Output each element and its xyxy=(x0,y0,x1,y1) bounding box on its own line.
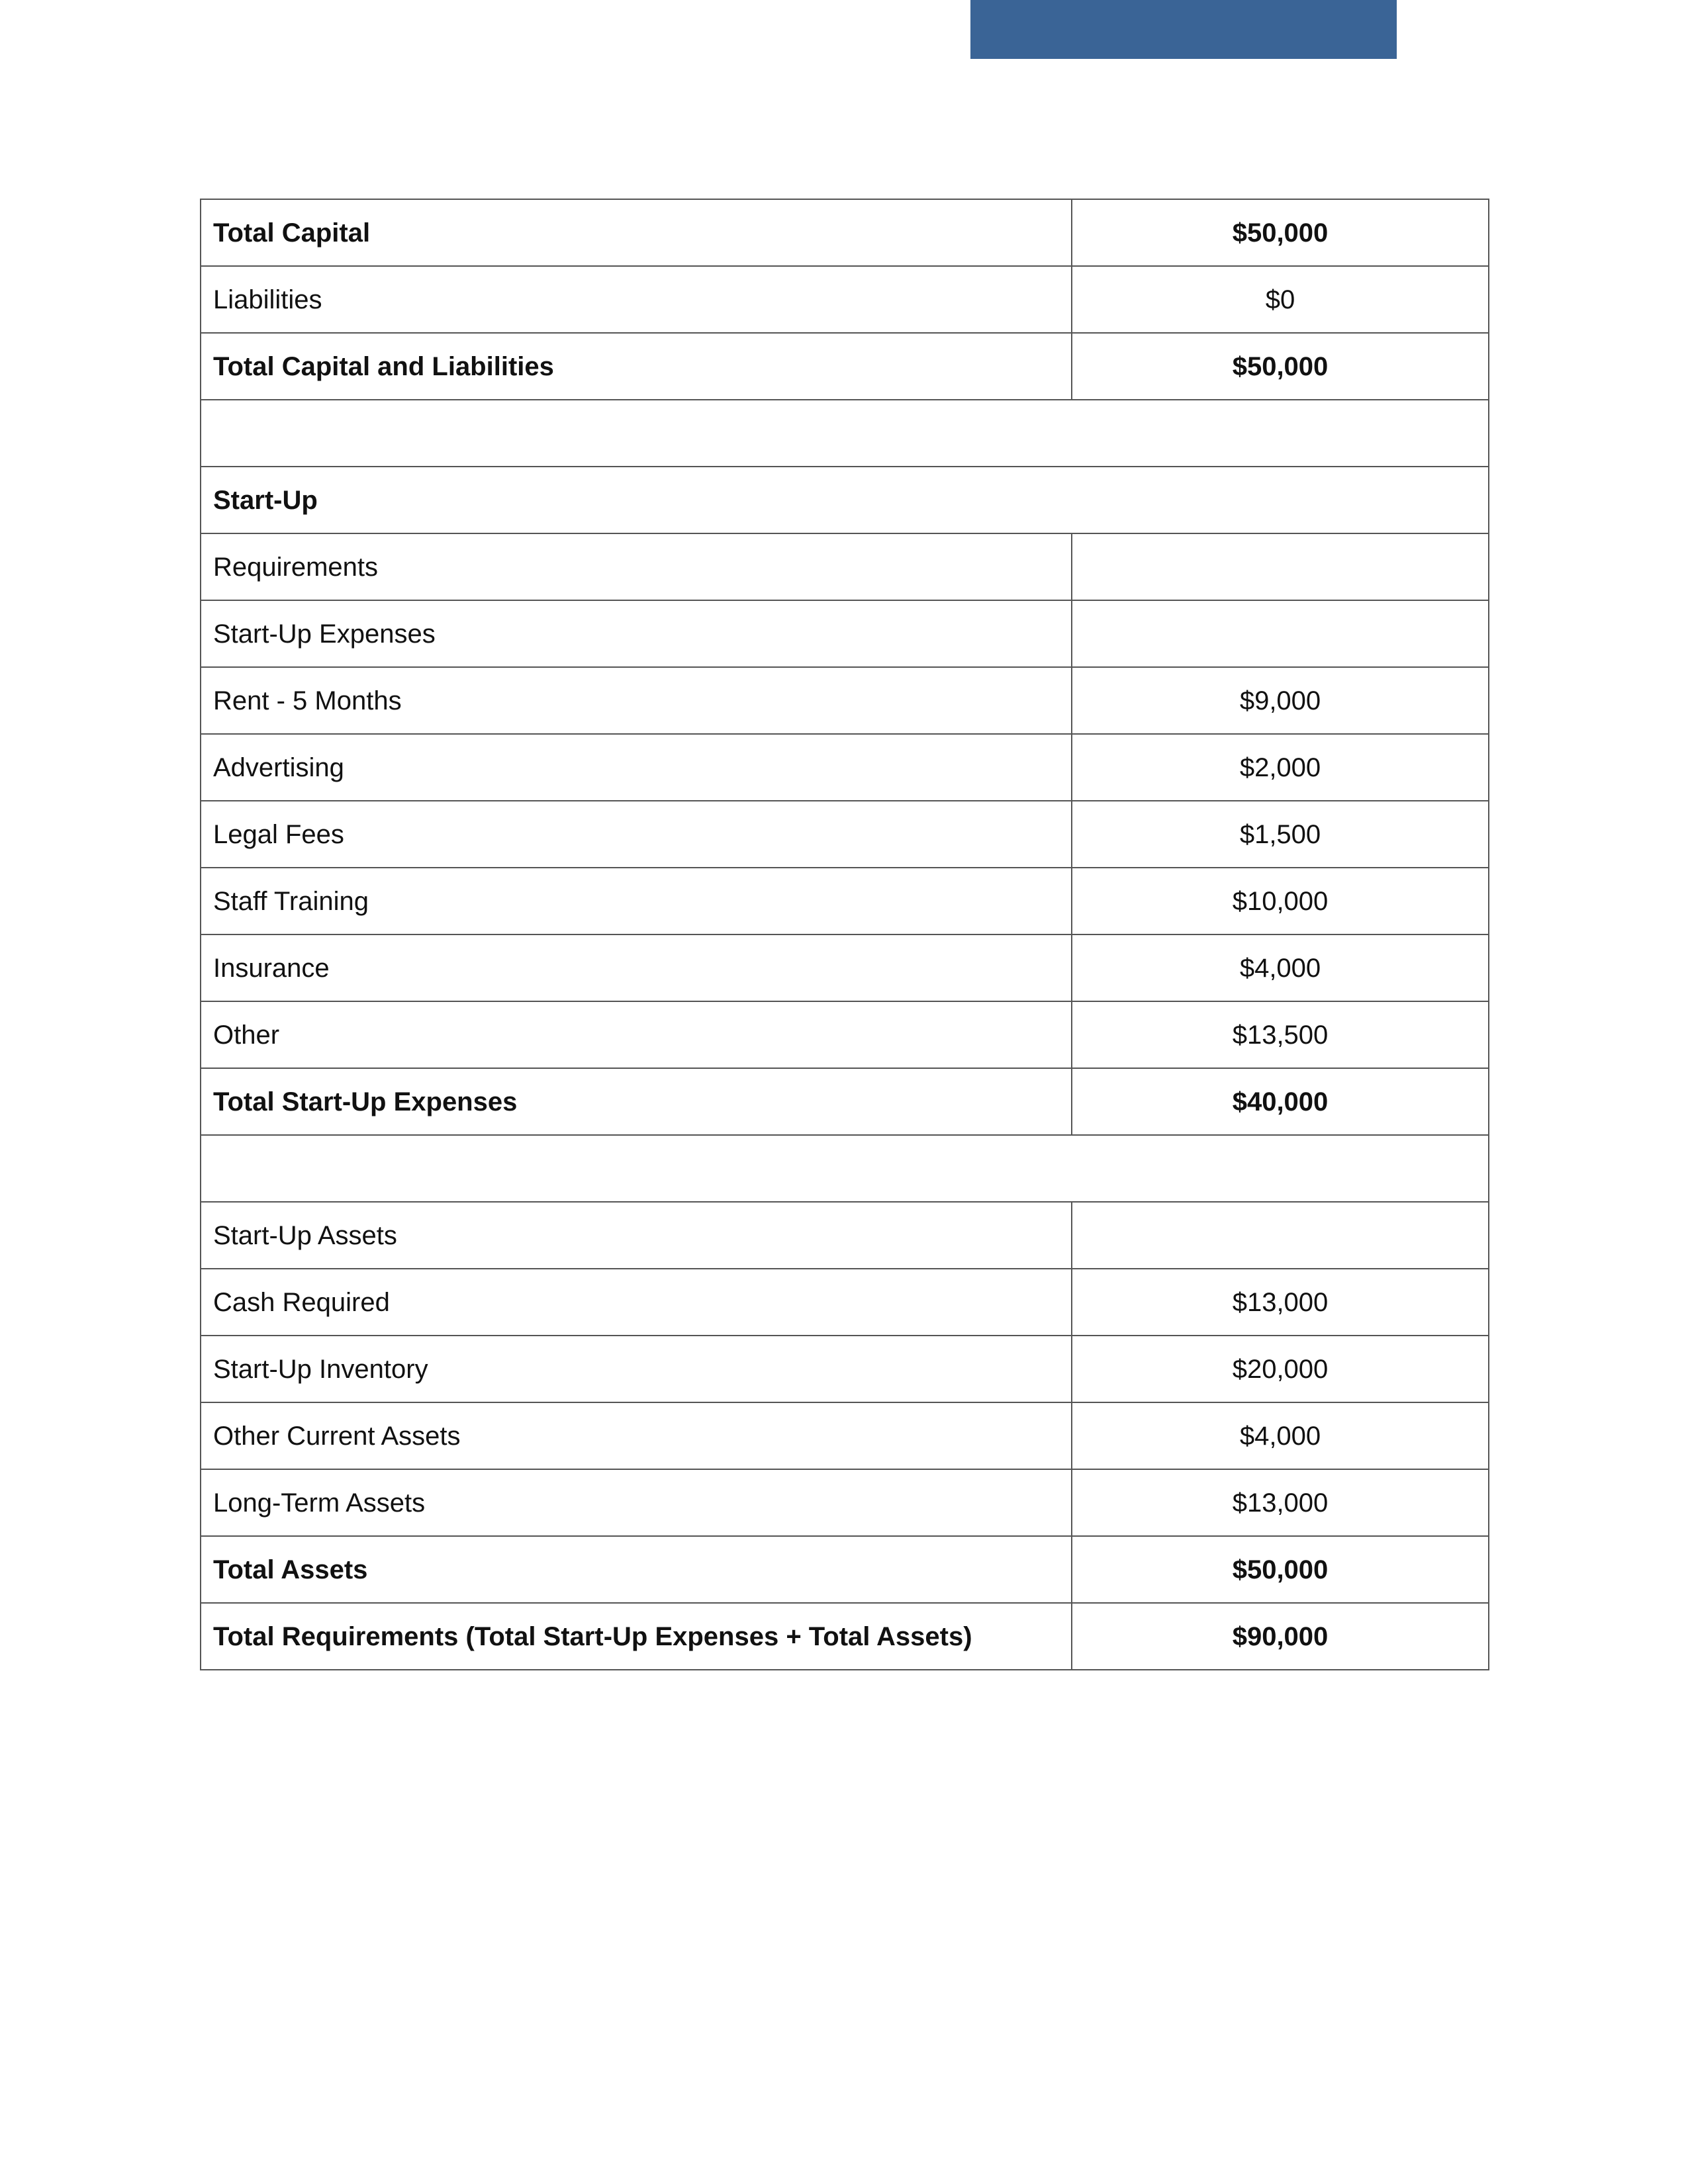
table-row xyxy=(201,1336,1489,1402)
row-value: $4,000 xyxy=(1072,1402,1489,1469)
row-label: Other xyxy=(201,1001,1072,1068)
table-body xyxy=(201,199,1489,1670)
table-row xyxy=(201,533,1489,600)
table-row xyxy=(201,266,1489,333)
row-value: $13,000 xyxy=(1072,1469,1489,1536)
row-label: Start-Up Inventory xyxy=(201,1336,1072,1402)
table-row xyxy=(201,1402,1489,1469)
table-row xyxy=(201,1469,1489,1536)
startup-financials-table xyxy=(200,199,1489,1670)
table-row xyxy=(201,467,1489,533)
table-row xyxy=(201,1068,1489,1135)
row-value: $0 xyxy=(1072,266,1489,333)
spacer-cell xyxy=(201,1135,1489,1202)
row-value: $90,000 xyxy=(1072,1603,1489,1670)
row-label: Total Assets xyxy=(201,1536,1072,1603)
table-row xyxy=(201,1603,1489,1670)
spacer-cell xyxy=(201,400,1489,467)
row-value: $13,500 xyxy=(1072,1001,1489,1068)
table-row xyxy=(201,199,1489,266)
row-value: $20,000 xyxy=(1072,1336,1489,1402)
row-label: Advertising xyxy=(201,734,1072,801)
row-label: Other Current Assets xyxy=(201,1402,1072,1469)
row-label: Start-Up Expenses xyxy=(201,600,1072,667)
table-row xyxy=(201,1135,1489,1202)
row-label: Legal Fees xyxy=(201,801,1072,868)
row-label: Total Requirements (Total Start-Up Expenses + Total Assets) xyxy=(201,1603,1072,1670)
row-label: Start-Up Assets xyxy=(201,1202,1072,1269)
row-label: Total Capital xyxy=(201,199,1072,266)
header-accent-bar xyxy=(970,0,1397,59)
row-value: $50,000 xyxy=(1072,1536,1489,1603)
table-row xyxy=(201,934,1489,1001)
row-value: $9,000 xyxy=(1072,667,1489,734)
row-value: $4,000 xyxy=(1072,934,1489,1001)
row-label: Requirements xyxy=(201,533,1072,600)
table-row xyxy=(201,667,1489,734)
table-row xyxy=(201,1202,1489,1269)
section-heading: Start-Up xyxy=(201,467,1489,533)
table-row xyxy=(201,333,1489,400)
table-row xyxy=(201,734,1489,801)
row-value: $40,000 xyxy=(1072,1068,1489,1135)
row-label: Staff Training xyxy=(201,868,1072,934)
row-label: Cash Required xyxy=(201,1269,1072,1336)
table-row xyxy=(201,868,1489,934)
row-value: $2,000 xyxy=(1072,734,1489,801)
row-label: Insurance xyxy=(201,934,1072,1001)
row-label: Liabilities xyxy=(201,266,1072,333)
row-value: $50,000 xyxy=(1072,199,1489,266)
row-label: Rent - 5 Months xyxy=(201,667,1072,734)
row-label: Total Start-Up Expenses xyxy=(201,1068,1072,1135)
table-row xyxy=(201,801,1489,868)
row-value: $10,000 xyxy=(1072,868,1489,934)
row-value xyxy=(1072,600,1489,667)
row-value: $13,000 xyxy=(1072,1269,1489,1336)
table-row xyxy=(201,400,1489,467)
row-label: Total Capital and Liabilities xyxy=(201,333,1072,400)
row-value xyxy=(1072,533,1489,600)
row-value xyxy=(1072,1202,1489,1269)
row-label: Long-Term Assets xyxy=(201,1469,1072,1536)
table-row xyxy=(201,1269,1489,1336)
row-value: $1,500 xyxy=(1072,801,1489,868)
row-value: $50,000 xyxy=(1072,333,1489,400)
table-row xyxy=(201,1001,1489,1068)
table-row xyxy=(201,600,1489,667)
table-row xyxy=(201,1536,1489,1603)
